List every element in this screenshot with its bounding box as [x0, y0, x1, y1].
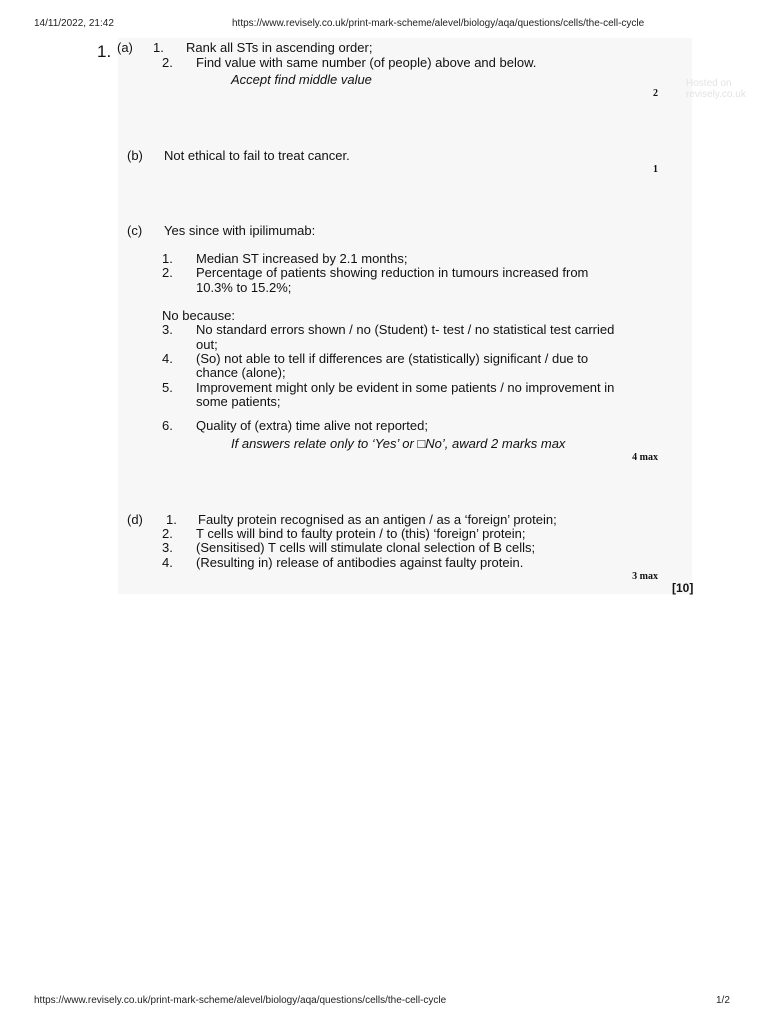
total-marks: [10] [672, 581, 694, 595]
part-c-point-number: 1. [162, 251, 173, 266]
part-c-point-number: 6. [162, 418, 173, 433]
part-c-no-heading: No because: [162, 308, 235, 323]
part-a-marks: 2 [653, 88, 658, 99]
part-d-point-number: 4. [162, 555, 173, 570]
part-d-point-number: 2. [162, 526, 173, 541]
part-d-label: (d) [127, 512, 143, 527]
print-datetime: 14/11/2022, 21:42 [34, 18, 114, 29]
part-c-point-text: Percentage of patients showing reduction in tumours increased from [196, 265, 589, 280]
part-c-point-text: Median ST increased by 2.1 months; [196, 251, 408, 266]
part-c-label: (c) [127, 223, 143, 238]
question-number: 1. [97, 42, 112, 61]
part-d-point-text: (Resulting in) release of antibodies against faulty protein. [196, 555, 524, 570]
part-c-point-text: No standard errors shown / no (Student) t- test / no statistical test carried [196, 322, 615, 337]
part-c-point-text: Quality of (extra) time alive not reported; [196, 418, 428, 433]
part-c-point-text: 10.3% to 15.2%; [196, 280, 292, 295]
part-d-marks: 3 max [632, 571, 658, 582]
part-d-point-text: Faulty protein recognised as an antigen / as a ‘foreign’ protein; [198, 512, 557, 527]
part-a-point-text: Find value with same number (of people) above and below. [196, 55, 537, 70]
footer-url: https://www.revisely.co.uk/print-mark-scheme/alevel/biology/aqa/questions/cells/the-cell-cycle [34, 995, 447, 1006]
part-b-text: Not ethical to fail to treat cancer. [164, 148, 350, 163]
part-a-note: Accept find middle value [231, 72, 372, 87]
page-number: 1/2 [716, 995, 730, 1006]
part-c-point-number: 3. [162, 322, 173, 337]
part-c-point-text: chance (alone); [196, 365, 286, 380]
part-a-point-text: Rank all STs in ascending order; [186, 40, 373, 55]
part-a-point-number: 2. [162, 55, 173, 70]
part-a-label: (a) [117, 40, 133, 55]
part-d-point-number: 1. [166, 512, 177, 527]
part-c-point-text: some patients; [196, 394, 281, 409]
part-d-point-number: 3. [162, 540, 173, 555]
part-d-point-text: (Sensitised) T cells will stimulate clonal selection of B cells; [196, 540, 536, 555]
part-c-point-number: 5. [162, 380, 173, 395]
part-a-point-number: 1. [153, 40, 164, 55]
part-c-point-text: Improvement might only be evident in some patients / no improvement in [196, 380, 615, 395]
part-c-note: If answers relate only to ‘Yes’ or □No’, award 2 marks max [231, 436, 566, 451]
part-c-point-number: 4. [162, 351, 173, 366]
print-url: https://www.revisely.co.uk/print-mark-scheme/alevel/biology/aqa/questions/cells/the-cell-cycle [232, 18, 645, 29]
part-c-point-number: 2. [162, 265, 173, 280]
part-c-intro: Yes since with ipilimumab: [164, 223, 316, 238]
watermark: Hosted on revisely.co.uk [686, 78, 746, 100]
part-b-label: (b) [127, 148, 143, 163]
part-b-marks: 1 [653, 164, 658, 175]
part-c-marks: 4 max [632, 452, 658, 463]
part-d-point-text: T cells will bind to faulty protein / to (this) ‘foreign’ protein; [196, 526, 526, 541]
part-c-point-text: out; [196, 337, 218, 352]
part-c-point-text: (So) not able to tell if differences are (statistically) significant / due to [196, 351, 589, 366]
